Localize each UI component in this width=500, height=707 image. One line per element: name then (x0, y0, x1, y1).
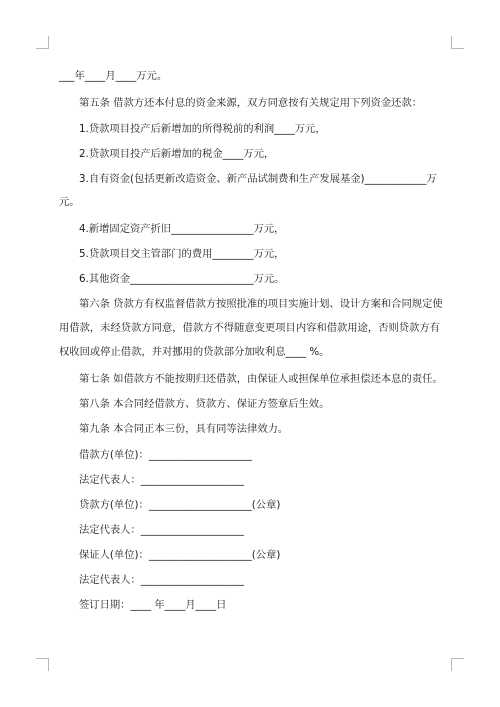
lender-representative-line: 法定代表人：____________________ (79, 524, 244, 536)
lender-signature-line: 贷款方(单位)：____________________(公章) (79, 499, 281, 511)
crop-mark-bottom-right (451, 658, 464, 671)
repayment-source-1: 1.贷款项目投产后新增加的所得税前的利润____万元， (79, 123, 326, 135)
crop-mark-top-left (36, 36, 49, 49)
repayment-source-3-cont: 元。 (59, 196, 80, 208)
crop-mark-top-right (451, 36, 464, 49)
repayment-source-2: 2.贷款项目投产后新增加的税金____万元， (79, 148, 275, 160)
guarantor-signature-line: 保证人(单位)：____________________(公章) (79, 549, 281, 561)
borrower-signature-line: 借款方(单位)：____________________ (79, 449, 252, 461)
repayment-source-3: 3.自有资金(包括更新改造资金、新产品试制费和生产发展基金)____________万 (79, 173, 437, 185)
article-4-tail-line: ___年____月____万元。 (59, 70, 168, 82)
article-6-line-1: 第六条 贷款方有权监督借款方按照批准的项目实施计划、设计方案和合同规定使 (79, 298, 443, 310)
article-6-line-2: 用借款，未经贷款方同意，借款方不得随意变更项目内容和借款用途，否则贷款方有 (59, 322, 440, 334)
article-6-line-3: 权收回或停止借款，并对挪用的贷款部分加收利息____ %。 (59, 346, 330, 358)
borrower-representative-line: 法定代表人：____________________ (79, 474, 244, 486)
guarantor-representative-line: 法定代表人：____________________ (79, 574, 244, 586)
article-5-heading: 第五条 借款方还本付息的资金来源，双方同意按有关规定用下列资金还款： (79, 97, 423, 109)
crop-mark-bottom-left (36, 658, 49, 671)
repayment-source-4: 4.新增固定资产折旧________________万元， (79, 223, 285, 235)
signing-date-line: 签订日期：____ 年____月____日 (79, 599, 227, 611)
article-9: 第九条 本合同正本三份，具有同等法律效力。 (79, 423, 289, 435)
repayment-source-6: 6.其他资金________________________万元。 (79, 273, 285, 285)
repayment-source-5: 5.贷款项目交主管部门的费用________万元， (79, 248, 285, 260)
article-7: 第七条 如借款方不能按期归还借款，由保证人或担保单位承担偿还本息的责任。 (79, 373, 443, 385)
article-8: 第八条 本合同经借款方、贷款方、保证方签章后生效。 (79, 398, 330, 410)
